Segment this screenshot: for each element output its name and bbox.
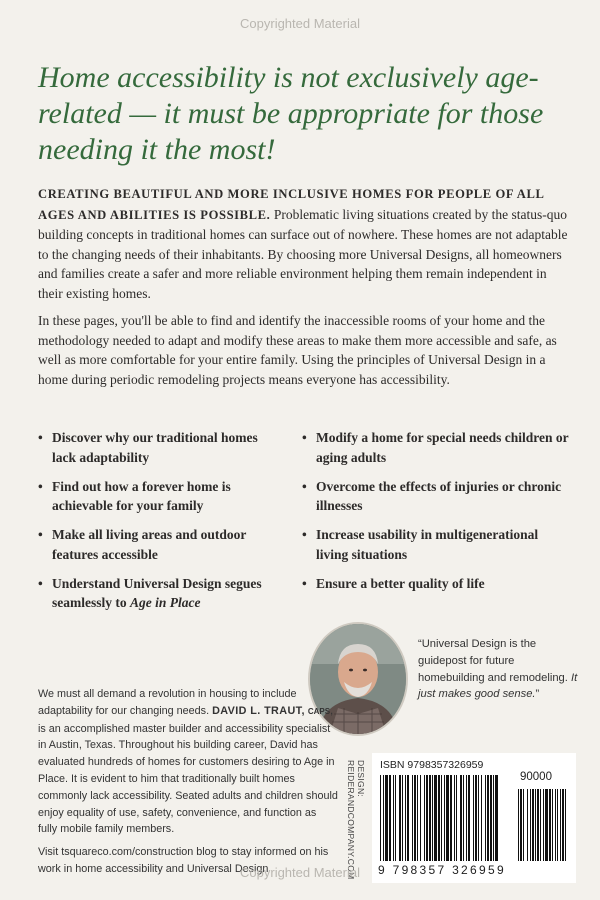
intro-body: Problematic living situations created by the status-quo building concepts in traditional homes can surface out of nowhere. These homes are not adaptable to the changing needs of their inhabitants. By choosing more Universal Designs, all homeowners and families create a safer and more reliable environment helping them remain independent in their existing homes. <box>38 206 568 301</box>
bullet-marker: • <box>38 575 43 591</box>
author-credential: CAPS <box>307 706 331 716</box>
intro-paragraph <box>38 184 568 303</box>
bullet-marker: • <box>38 478 43 494</box>
bullet-item: • Understand Universal Design segues seamlessly to Age in Place <box>38 575 262 610</box>
bullet-marker: • <box>302 430 307 445</box>
bullet-item: • Discover why our traditional homes lack adaptability <box>38 430 258 465</box>
price-code: 90000 <box>520 771 552 783</box>
isbn-barcode <box>372 753 576 883</box>
bullet-marker: • <box>38 430 43 445</box>
bullet-marker: • <box>302 478 307 494</box>
bullet-marker: • <box>38 527 43 542</box>
visit-blog-text: Visit tsquareco.com/construction blog to stay informed on his work in home accessibility and Universal Design <box>38 846 329 875</box>
design-credit: DESIGN: REIDERANDCOMPANY.COM <box>346 760 366 880</box>
watermark-bottom: Copyrighted Material <box>240 865 360 880</box>
watermark-top: Copyrighted Material <box>240 16 360 31</box>
bullet-list-right <box>302 428 572 603</box>
author-name: DAVID L. TRAUT, <box>212 704 305 717</box>
bullet-item: • Modify a home for special needs children or aging adults <box>302 430 569 465</box>
bullet-list-left <box>38 428 278 622</box>
pull-quote: Home accessibility is not exclusively age-related — it must be appropriate for those needing it the most! <box>38 61 544 166</box>
description-paragraph: In these pages, you'll be able to find and identify the inaccessible rooms of your home and the methodology needed to adapt and modify these areas to make them more accessible and safe, as well as more comfortable for your entire family. Using the principles of Universal Design in a home during periodic remodeling projects means everyone has accessibility. <box>38 313 557 387</box>
bullet-item: • Make all living areas and outdoor features accessible <box>38 527 247 562</box>
bullet-item: • Find out how a forever home is achievable for your family <box>38 478 231 513</box>
bullet-item: • Increase usability in multigenerational living situations <box>302 527 539 562</box>
author-bio: We must all demand a revolution in housing to include adaptability for our changing needs. DAVID L. TRAUT, CAPS, is an accomplished master builder and accessibility specialist in Austin, Texas. Throughout his building career, David has evaluated hundreds of homes for customers desiring to Age in Place. It is evident to him that traditionally built homes commonly lack accessibility. Seated adults and children should enjoy equality of use, safety, convenience, and function as fully mobile family members. <box>38 688 338 836</box>
author-quote: “Universal Design is the guidepost for future homebuilding and remodeling. It just makes good sense.” <box>418 638 578 701</box>
isbn-digits: 9 798357 326959 <box>378 863 506 877</box>
bullet-marker: • <box>302 575 307 591</box>
age-in-place-italic: Age in Place <box>130 595 201 610</box>
bullet-item: • Overcome the effects of injuries or chronic illnesses <box>302 478 562 513</box>
intro-lead: CREATING BEAUTIFUL AND MORE INCLUSIVE HOMES FOR PEOPLE OF ALL AGES AND ABILITIES IS POSSIBLE. <box>38 187 544 222</box>
isbn-label: ISBN 9798357326959 <box>380 759 484 771</box>
bullet-marker: • <box>302 527 307 542</box>
bullet-item: • Ensure a better quality of life <box>302 574 572 594</box>
